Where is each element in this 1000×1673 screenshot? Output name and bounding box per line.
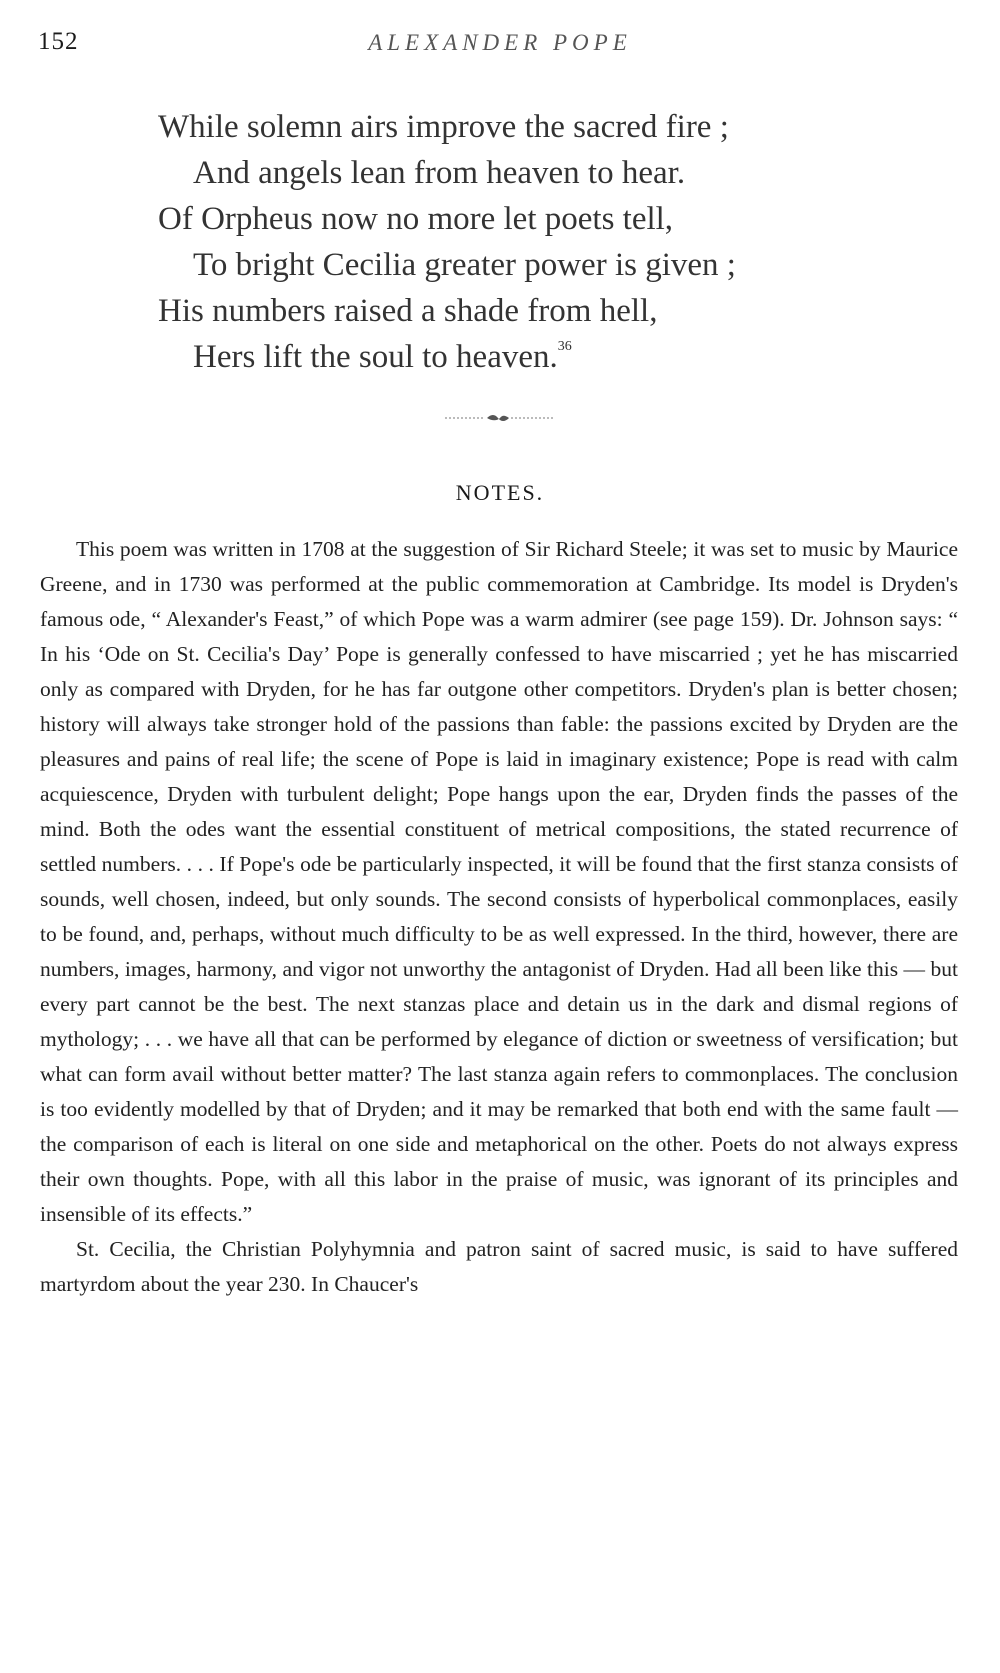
ornament-divider <box>0 410 1000 428</box>
running-title: ALEXANDER POPE <box>368 30 632 55</box>
poem-stanza <box>158 104 918 380</box>
poem-line: His numbers raised a shade from hell, <box>158 293 658 329</box>
ornament-icon <box>445 413 555 423</box>
poem-line: And angels lean from heaven to hear. <box>193 155 686 191</box>
poem-line-text: Hers lift the soul to heaven. <box>193 339 558 375</box>
poem-line: While solemn airs improve the sacred fire ; <box>158 109 729 145</box>
notes-paragraph: St. Cecilia, the Christian Polyhymnia and patron saint of sacred music, is said to have suffered martyrdom about the year 230. In Chaucer's <box>40 1237 958 1296</box>
notes-body <box>40 532 958 1302</box>
poem-line <box>158 334 918 380</box>
notes-heading: NOTES. <box>455 480 545 505</box>
footnote-marker: 36 <box>557 339 572 354</box>
page-number: 152 <box>38 28 79 55</box>
poem-line: Of Orpheus now no more let poets tell, <box>158 201 674 237</box>
poem-line: To bright Cecilia greater power is given ; <box>193 247 736 283</box>
notes-paragraph: This poem was written in 1708 at the suggestion of Sir Richard Steele; it was set to music by Maurice Greene, and in 1730 was performed at the public commemoration at Cambridge. Its model is Dryden's famous ode, “ Alexander's Feast,” of which Pope was a warm admirer (see page 159). Dr. Johnson says: “ In his ‘Ode on St. Cecilia's Day’ Pope is generally confessed to have miscarried ; yet he has miscarried only as compared with Dryden, for he has far outgone other competitors. Dryden's plan is better chosen; history will always take stronger hold of the passions than fable: the passions excited by Dryden are the pleasures and pains of real life; the scene of Pope is laid in imaginary existence; Pope is read with calm acquiescence, Dryden with turbulent delight; Pope hangs upon the ear, Dryden finds the passes of the mind. Both the odes want the essential constituent of metrical compositions, the stated recurrence of settled numbers. . . . If Pope's ode be particularly inspected, it will be found that the first stanza consists of sounds, well chosen, indeed, but only sounds. The second consists of hyperbolical commonplaces, easily to be found, and, perhaps, without much difficulty to be as well expressed. In the third, however, there are numbers, images, harmony, and vigor not unworthy the antagonist of Dryden. Had all been like this — but every part cannot be the best. The next stanzas place and detain us in the dark and dismal regions of mythology; . . . we have all that can be performed by elegance of diction or sweetness of versification; but what can form avail without better matter? The last stanza again refers to commonplaces. The conclusion is too evidently modelled by that of Dryden; and it may be remarked that both end with the same fault — the comparison of each is literal on one side and metaphorical on the other. Poets do not always express their own thoughts. Pope, with all this labor in the praise of music, was ignorant of its principles and insensible of its effects.” <box>40 537 958 1226</box>
